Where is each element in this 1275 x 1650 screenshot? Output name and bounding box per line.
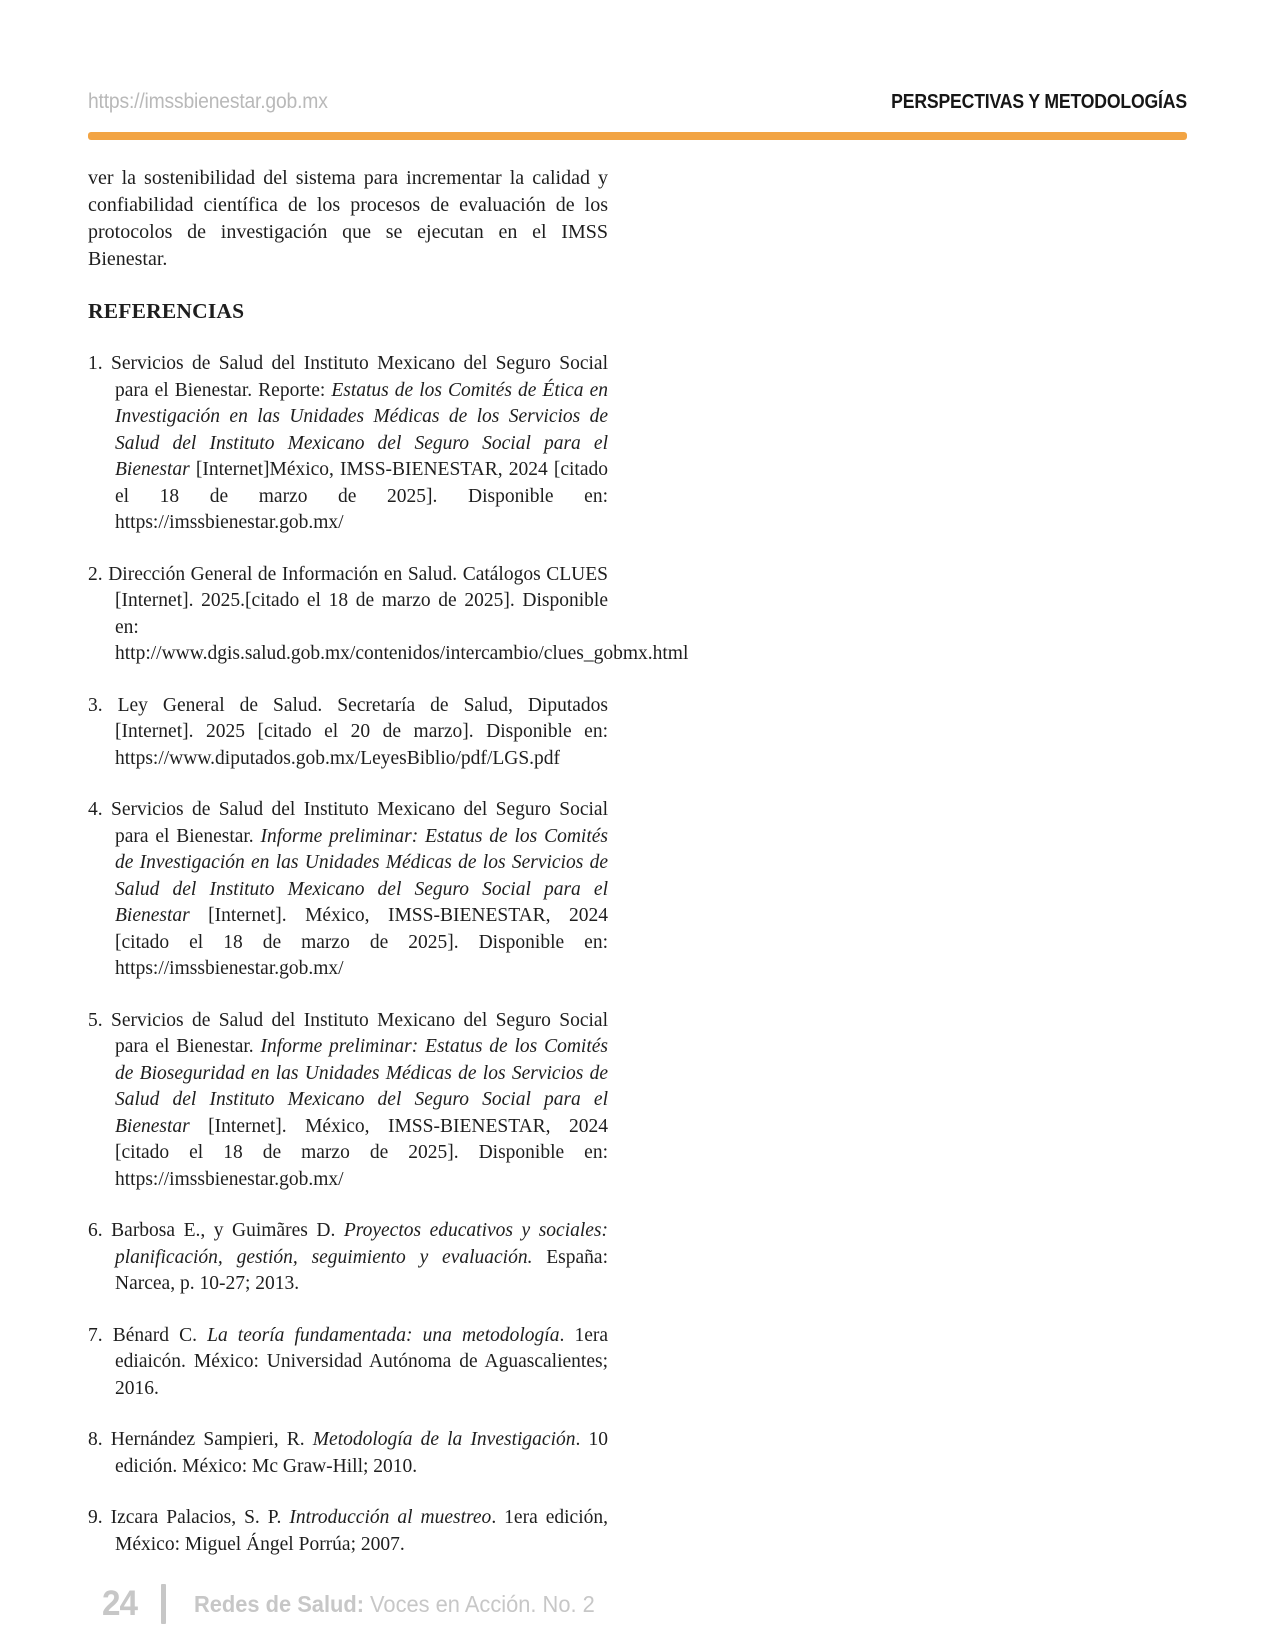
reference-title-italic: Informe preliminar: Estatus de los Comités de Investigación en las Unidades Médicas de los Servicios de Salud del Instituto Mexicano del Seguro Social para el Bienestar bbox=[115, 825, 608, 926]
header-accent-rule bbox=[88, 132, 1187, 140]
reference-title-italic: Metodología de la Investigación bbox=[312, 1429, 576, 1450]
reference-text: Hernández Sampieri, R. bbox=[110, 1429, 313, 1450]
reference-number: 5. bbox=[88, 1009, 111, 1031]
reference-number: 7. bbox=[88, 1324, 113, 1346]
reference-text: Bénard C. bbox=[112, 1324, 208, 1346]
reference-item bbox=[88, 1427, 608, 1480]
header-url: https://imssbienestar.gob.mx bbox=[88, 90, 328, 113]
reference-item bbox=[88, 797, 608, 983]
reference-text: [Internet]. México, IMSS-BIENESTAR, 2024 [citado el 18 de marzo de 2025]. Disponible en: https://imssbienestar.gob.mx/ bbox=[115, 1115, 608, 1190]
reference-number: 9. bbox=[88, 1507, 111, 1528]
reference-number: 1. bbox=[88, 353, 111, 374]
reference-text: Servicios de Salud del Instituto Mexicano del Seguro Social para el Bienestar. Reporte: bbox=[111, 353, 608, 401]
reference-title-italic: Estatus de los Comités de Ética en Investigación en las Unidades Médicas de los Servicios de Salud del Instituto Mexicano del Seguro Social para el Bienestar bbox=[115, 379, 608, 480]
reference-text: Izcara Palacios, S. P. bbox=[110, 1507, 290, 1528]
reference-text: Dirección General de Información en Salud. Catálogos CLUES [Internet]. 2025.[citado el 18 de marzo de 2025]. Disponible en: http://www.dgis.salud.gob.mx/contenidos/intercambio/clues_gobmx.html bbox=[108, 563, 689, 664]
references-list bbox=[88, 351, 689, 1558]
page-number: 24 bbox=[102, 1584, 138, 1623]
reference-text: Servicios de Salud del Instituto Mexicano del Seguro Social para el Bienestar. bbox=[111, 799, 608, 847]
reference-text: . 10 edición. México: Mc Graw-Hill; 2010. bbox=[115, 1429, 609, 1477]
header-section-title: PERSPECTIVAS Y METODOLOGÍAS bbox=[891, 90, 1187, 113]
reference-title-italic: La teoría fundamentada: una metodología bbox=[207, 1324, 560, 1346]
reference-text: [Internet]. México, IMSS-BIENESTAR, 2024 [citado el 18 de marzo de 2025]. Disponible en: https://imssbienestar.gob.mx/ bbox=[115, 905, 608, 979]
reference-item bbox=[88, 1323, 608, 1403]
reference-number: 2. bbox=[88, 563, 109, 585]
reference-text: [Internet]México, IMSS-BIENESTAR, 2024 [citado el 18 de marzo de 2025]. Disponible en: https://imssbienestar.gob.mx/ bbox=[115, 459, 608, 533]
intro-paragraph: ver la sostenibilidad del sistema para incrementar la calidad y confiabilidad científica de los procesos de evaluación de los protocolos de investigación que se ejecutan en el IMSS Bienestar. bbox=[88, 167, 608, 270]
reference-title-italic: Proyectos educativos y sociales: planificación, gestión, seguimiento y evaluación. bbox=[115, 1220, 609, 1268]
reference-item bbox=[88, 351, 608, 537]
reference-text: . 1era edición, México: Miguel Ángel Porrúa; 2007. bbox=[115, 1507, 609, 1555]
reference-item bbox=[88, 693, 608, 773]
reference-title-italic: Introducción al muestreo bbox=[289, 1507, 492, 1528]
page-header bbox=[88, 90, 1187, 114]
reference-text: . 1era ediaicón. México: Universidad Autónoma de Aguascalientes; 2016. bbox=[115, 1324, 608, 1399]
reference-text: Servicios de Salud del Instituto Mexicano del Seguro Social para el Bienestar. bbox=[111, 1009, 608, 1057]
reference-number: 4. bbox=[88, 799, 111, 820]
reference-number: 8. bbox=[88, 1429, 111, 1450]
reference-item bbox=[88, 1505, 608, 1558]
page-footer bbox=[102, 1584, 616, 1624]
references-heading: REFERENCIAS bbox=[88, 299, 245, 323]
footer-journal-title bbox=[194, 1591, 595, 1618]
reference-text: Barbosa E., y Guimãres D. bbox=[111, 1220, 344, 1241]
footer-issue-label: Voces en Acción. No. 2 bbox=[369, 1590, 595, 1617]
reference-text: España: Narcea, p. 10-27; 2013. bbox=[115, 1246, 608, 1294]
reference-item bbox=[88, 562, 689, 668]
content-column bbox=[88, 165, 689, 1583]
reference-number: 3. bbox=[88, 694, 118, 716]
footer-journal-name: Redes de Salud: bbox=[193, 1590, 370, 1617]
reference-number: 6. bbox=[88, 1220, 112, 1241]
footer-divider bbox=[161, 1584, 166, 1624]
reference-item bbox=[88, 1218, 608, 1298]
reference-item bbox=[88, 1008, 608, 1194]
reference-title-italic: Informe preliminar: Estatus de los Comités de Bioseguridad en las Unidades Médicas de los Servicios de Salud del Instituto Mexicano del Seguro Social para el Bienestar bbox=[115, 1036, 608, 1137]
reference-text: Ley General de Salud. Secretaría de Salud, Diputados [Internet]. 2025 [citado el 20 de marzo]. Disponible en: https://www.diputados.gob.mx/LeyesBiblio/pdf/LGS.pdf bbox=[115, 694, 608, 769]
